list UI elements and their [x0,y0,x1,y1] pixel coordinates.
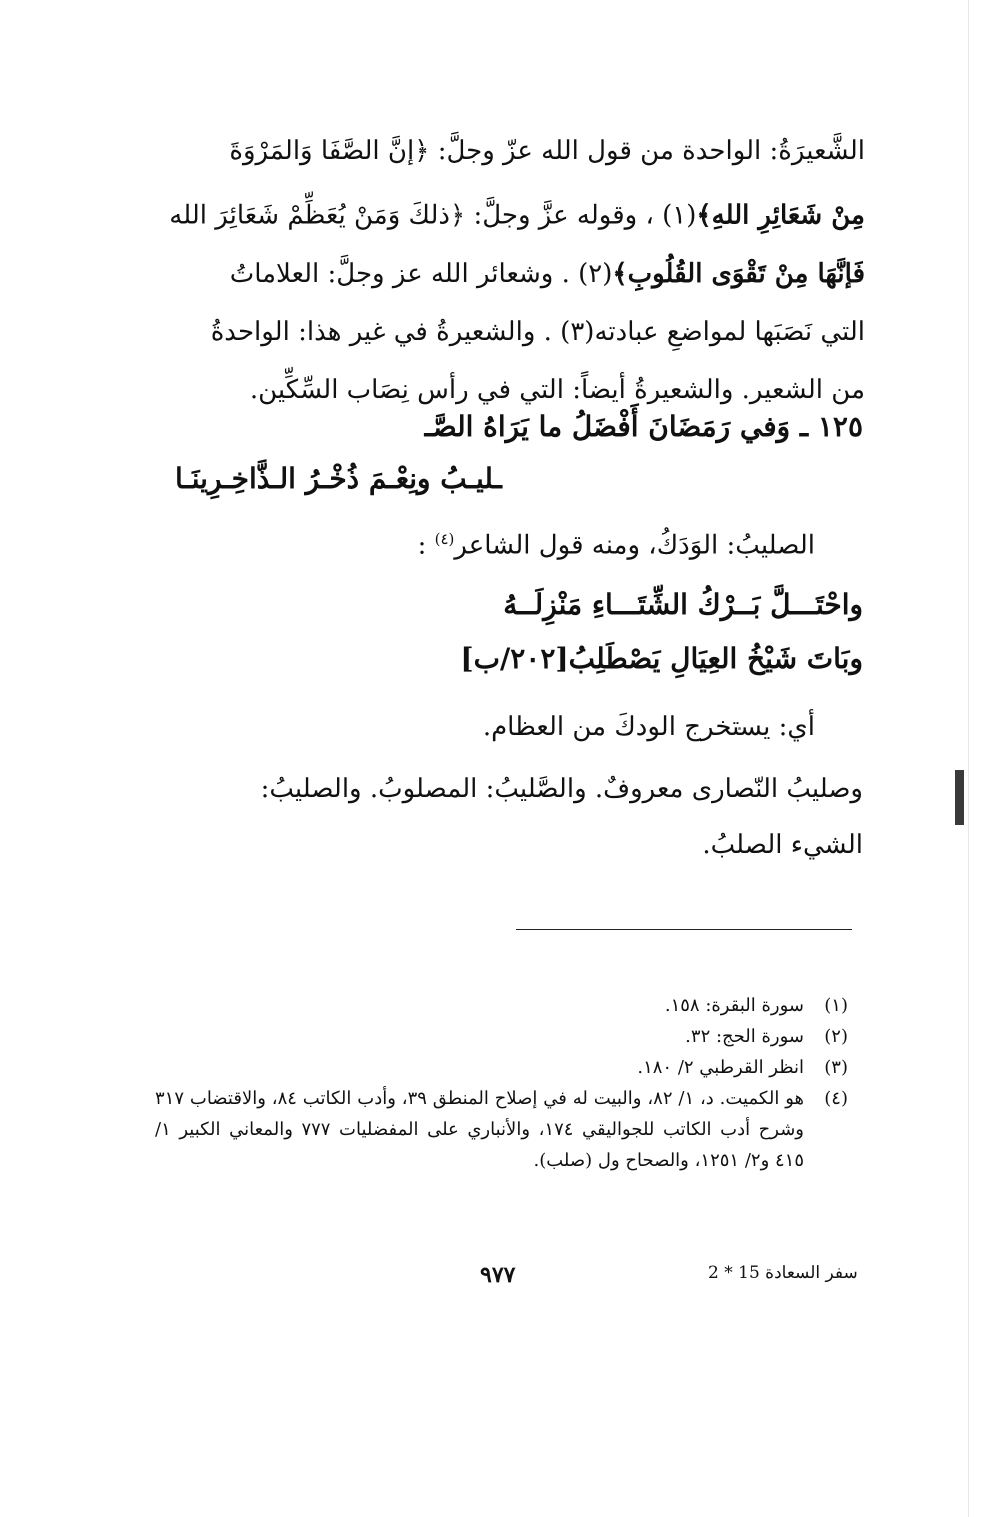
footnote-2: (٢) سورة الحج: ٣٢. [685,1026,848,1047]
footnotes [155,990,848,1176]
para1-line5: من الشعير. والشعيرةُ أيضاً: التي في رأس نِصَاب السِّكِّين. [249,374,865,405]
scan-edge-mark [955,770,964,825]
para1-line2: مِنْ شَعَائِرِ اللهِ﴾(١) ، وقوله عزَّ وجلَّ: ﴿ذلكَ وَمَنْ يُعَظِّمْ شَعَائِرَ الله [169,200,865,231]
para1-line3: فَإنَّهَا مِنْ تَقْوَى القُلُوبِ﴾(٢) . وشعائر الله عز وجلَّ: العلاماتُ [229,258,865,289]
poem-line-1: واحْتَـــلَّ بَــرْكُ الشِّتَـــاءِ مَنْزِلَــهُ [503,588,863,621]
footnote-separator [516,929,852,930]
footnote-1: (١) سورة البقرة: ١٥٨. [664,995,848,1016]
paragraph-shaeera [150,122,865,419]
paragraph-saleeb-line1: وصليبُ النّصارى معروفٌ. والصَّليبُ: المصلوبُ. والصليبُ: [260,774,863,804]
page-number: ٩٧٧ [480,1262,516,1288]
running-title: سفر السعادة 15 * 2 [708,1263,858,1283]
paragraph-saleeb-wadak: الصليبُ: الوَدَكُ، ومنه قول الشاعر$^{(٤)}$ : [417,530,815,561]
verse-125-first-hemistich: ١٢٥ ـ وَفي رَمَضَانَ أَفْضَلُ ما يَرَاهُ الصَّـ [424,410,863,443]
para1-line1: الشَّعيرَةُ: الواحدة من قول الله عزّ وجلَّ: ﴿إنَّ الصَّفَا وَالمَرْوَةَ [229,136,865,166]
paragraph-saleeb-line2: الشيء الصلبُ. [702,830,863,860]
verse-125-second-hemistich: ـليـبُ ونِعْـمَ ذُخْـرُ الـذَّاخِـرِينَـا [175,462,502,495]
footnote-4: (٤) هو الكميت. د، ١/ ٨٢، والبيت له في إصلاح المنطق ٣٩، وأدب الكاتب ٨٤، والاقتضاب ٣١٧ وشرح أدب الكاتب للجواليقي ١٧٤، والأنباري على المفضليات ٧٧٧ والمعاني الكبير ١/ ٤١٥ و٢/ ١٢٥١، والصحاح ول (صلب). [155,1088,848,1171]
poem-line-2: وبَاتَ شَيْخُ العِيَالِ يَصْطَلِبُ[٢٠٢/ب] [460,642,863,675]
para1-line4: التي نَصَبَها لمواضعِ عبادته(٣) . والشعيرةُ في غير هذا: الواحدةُ [210,316,865,347]
footnote-ref-4[interactable]: (٤) [434,530,455,548]
paragraph-explanation: أي: يستخرج الودكَ من العظام. [482,712,815,742]
footnote-3: (٣) انظر القرطبي ٢/ ١٨٠. [637,1057,848,1078]
scan-edge-line [968,0,969,1517]
